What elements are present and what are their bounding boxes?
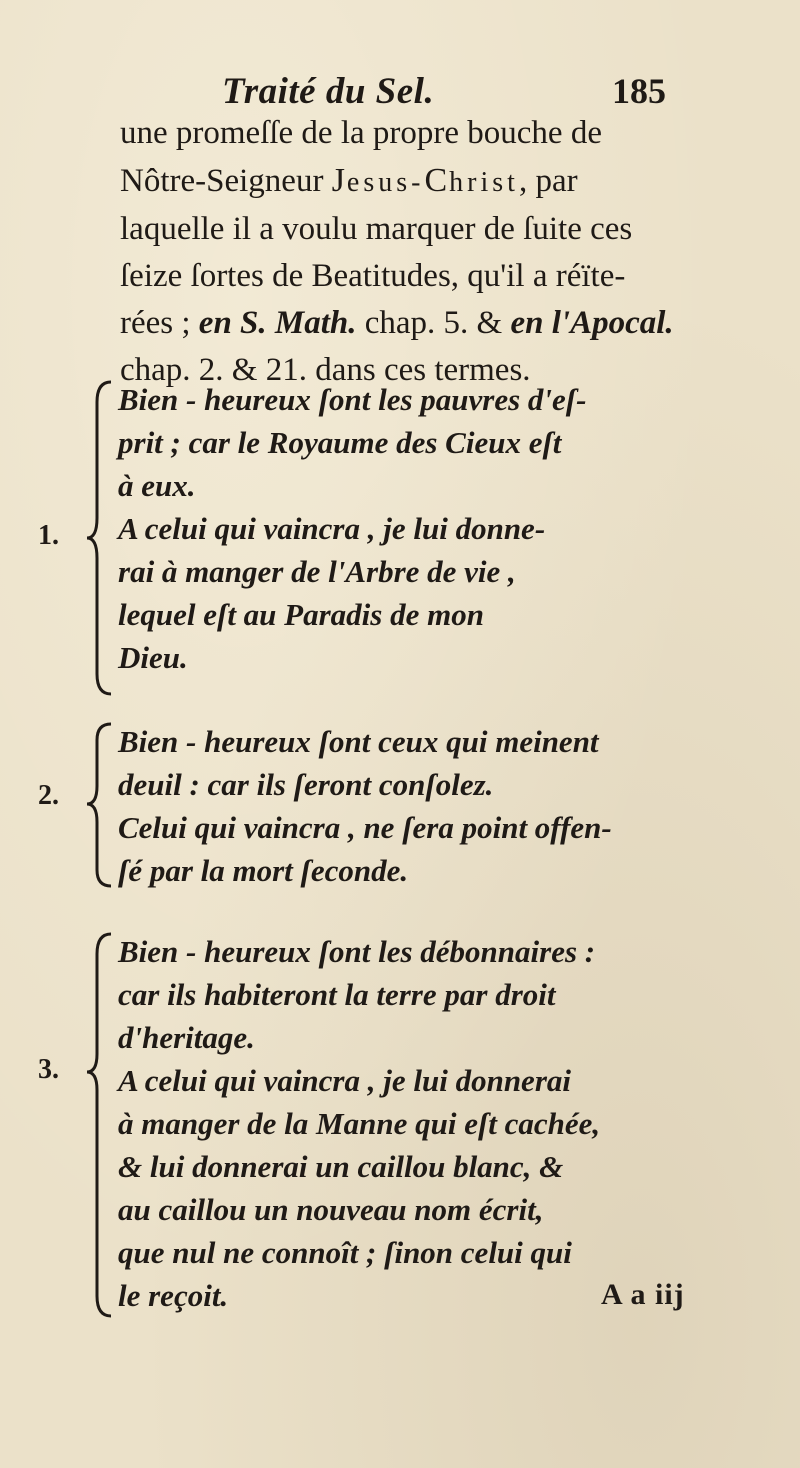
brace-icon	[85, 930, 115, 1320]
verse-line: que nul ne connoît ; ſinon celui qui	[118, 1235, 572, 1270]
verse-line: Bien - heureux ſont ceux qui meinent	[118, 724, 599, 759]
name-initial: J	[331, 162, 347, 199]
verse-line: au caillou un nouveau nom écrit,	[118, 1192, 544, 1227]
intro-line-1: une promeſſe de la propre bouche de	[120, 115, 602, 151]
intro-line-2	[120, 157, 700, 206]
intro-text: Nôtre-Seigneur	[120, 163, 332, 199]
verse-line: Bien - heureux ſont les débonnaires :	[118, 934, 596, 969]
intro-line-6: chap. 2. & 21. dans ces termes.	[120, 352, 531, 388]
verse-line: à manger de la Manne qui eſt cachée,	[118, 1106, 601, 1141]
citation-italic: en S. Math.	[198, 305, 357, 341]
page-number: 185	[612, 71, 666, 111]
brace-icon	[85, 720, 115, 890]
beatitude-number: 1.	[38, 520, 59, 551]
running-title: Traité du Sel.	[222, 71, 435, 112]
page-header	[0, 70, 800, 110]
verse-line: Dieu.	[118, 640, 188, 675]
verse-line: A celui qui vaincra , je lui donne-	[118, 511, 546, 546]
verse-line: le reçoit.	[118, 1278, 229, 1313]
beatitude-text	[118, 378, 708, 679]
beatitude-1	[0, 378, 800, 708]
verse-line: à eux.	[118, 468, 196, 503]
verse-line: & lui donnerai un caillou blanc, &	[118, 1149, 564, 1184]
verse-line: Celui qui vaincra , ne ſera point offen-	[118, 810, 612, 845]
verse-line: prit ; car le Royaume des Cieux eſt	[118, 425, 562, 460]
verse-line: d'heritage.	[118, 1020, 255, 1055]
beatitude-text	[118, 720, 708, 892]
intro-paragraph	[120, 110, 700, 394]
verse-line: car ils habiteront la terre par droit	[118, 977, 556, 1012]
signature-mark: A a iij	[601, 1278, 685, 1311]
intro-line-4: ſeize ſortes de Beatitudes, qu'il a réïte-	[120, 258, 626, 294]
intro-text: , par	[518, 163, 578, 199]
beatitude-3	[0, 930, 800, 1320]
verse-line: A celui qui vaincra , je lui donnerai	[118, 1063, 571, 1098]
intro-line-3: laquelle il a voulu marquer de ſuite ces	[120, 211, 633, 247]
verse-line: rai à manger de l'Arbre de vie ,	[118, 554, 516, 589]
verse-line: deuil : car ils ſeront conſolez.	[118, 767, 494, 802]
brace-icon	[85, 378, 115, 698]
citation-italic: en l'Apocal.	[510, 305, 674, 341]
verse-line: lequel eſt au Paradis de mon	[118, 597, 484, 632]
verse-line: ſé par la mort ſeconde.	[118, 853, 409, 888]
beatitude-2	[0, 720, 800, 890]
verse-line: Bien - heureux ſont les pauvres d'eſ-	[118, 382, 587, 417]
intro-text: chap. 5. &	[356, 305, 511, 341]
name-small-caps: esus-	[346, 167, 425, 198]
name-initial: C	[424, 162, 450, 199]
beatitude-text	[118, 930, 708, 1317]
intro-line-5	[120, 300, 700, 347]
name-small-caps: hrist	[449, 167, 519, 198]
intro-text: rées ;	[120, 305, 199, 341]
beatitude-number: 3.	[38, 1054, 59, 1085]
beatitude-number: 2.	[38, 780, 59, 811]
